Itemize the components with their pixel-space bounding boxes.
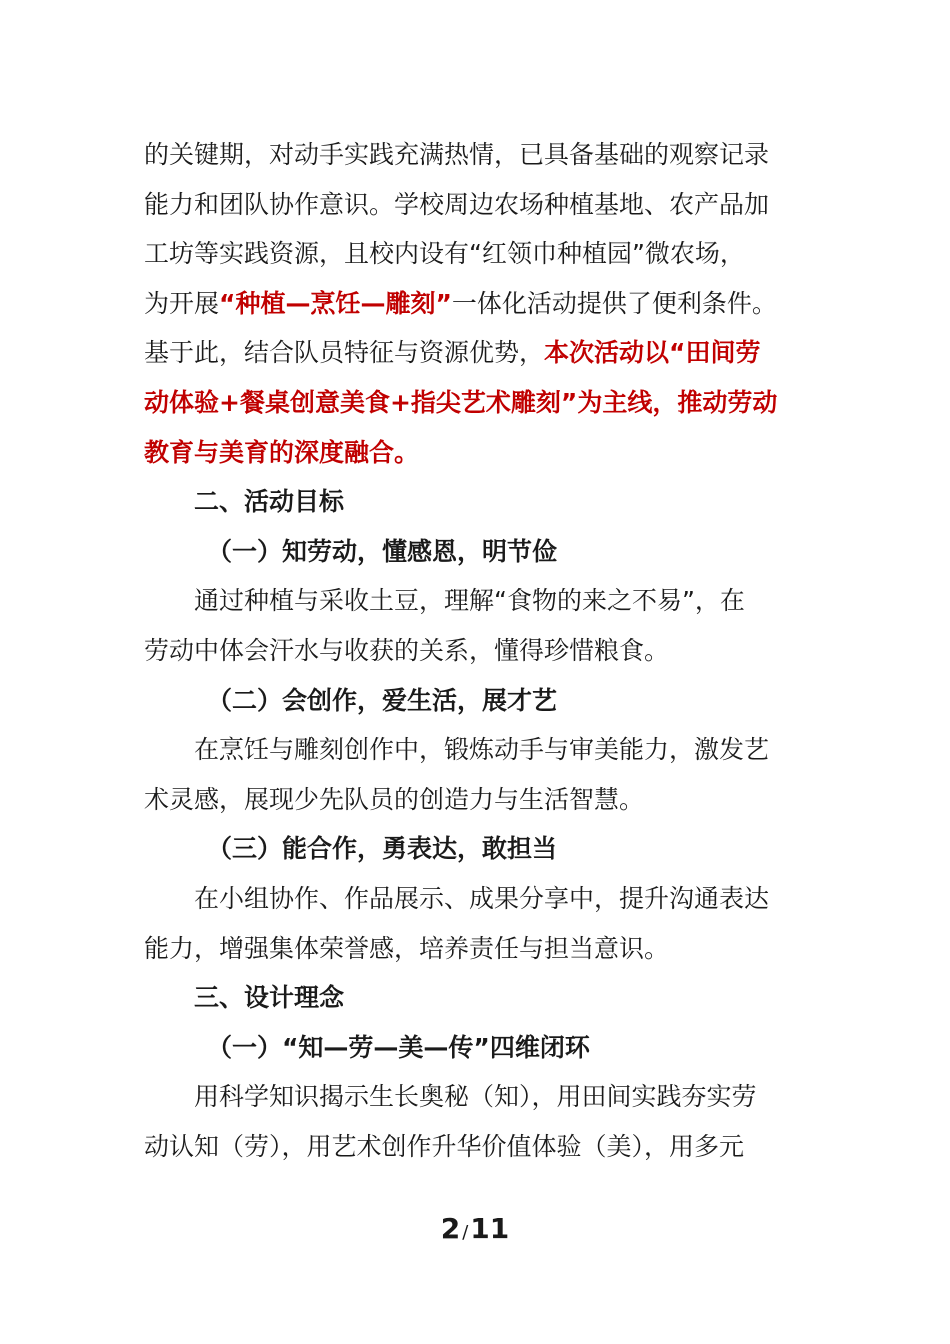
emphasis-text: 教育与美育的深度融合。 <box>144 437 420 467</box>
text-line <box>194 734 874 766</box>
text-run: 劳动中体会汗水与收获的关系，懂得珍惜粮食。 <box>144 636 670 665</box>
text-run: 在小组协作、作品展示、成果分享中，提升沟通表达 <box>194 884 770 913</box>
subsection-heading <box>207 536 887 568</box>
page-separator: / <box>462 1222 469 1243</box>
subsection-heading <box>207 1032 887 1064</box>
text-run: 能力，增强集体荣誉感，培养责任与担当意识。 <box>144 933 670 963</box>
text-run: 工坊等实践资源，且校内设有“红领巾种植园”微农场， <box>144 239 745 269</box>
text-run: 一体化活动提供了便利条件。 <box>451 288 777 318</box>
text-line <box>144 189 824 221</box>
text-run: 在烹饪与雕刻创作中，锻炼动手与审美能力，激发艺 <box>194 735 770 765</box>
page-number <box>0 1212 950 1245</box>
text-run: （一）知劳动，懂感恩，明节俭 <box>207 536 558 566</box>
text-run: （一）“知—劳—美—传”四维闭环 <box>207 1032 590 1062</box>
text-line <box>144 635 824 667</box>
section-heading <box>194 982 874 1014</box>
subsection-heading <box>207 833 887 865</box>
text-run: 动认知（劳），用艺术创作升华价值体验（美），用多元 <box>144 1132 745 1161</box>
emphasis-text: 本次活动以“田间劳 <box>544 338 761 368</box>
text-run: （二）会创作，爱生活，展才艺 <box>207 685 558 715</box>
text-line <box>144 288 824 320</box>
text-run: 能力和团队协作意识。学校周边农场种植基地、农产品加 <box>144 189 770 219</box>
text-line <box>144 933 824 965</box>
text-line <box>144 139 824 171</box>
text-line <box>194 1081 874 1113</box>
text-run: 为开展 <box>144 288 220 318</box>
text-line <box>144 1131 824 1163</box>
text-line <box>144 337 824 369</box>
text-run: 基于此，结合队员特征与资源优势， <box>144 338 545 368</box>
text-run: （三）能合作，勇表达，敢担当 <box>207 834 558 864</box>
text-run: 的关键期，对动手实践充满热情，已具备基础的观察记录 <box>144 140 770 169</box>
text-run: 用科学知识揭示生长奥秘（知），用田间实践夯实劳 <box>194 1082 757 1112</box>
text-run: 通过种植与采收土豆，理解“食物的来之不易”，在 <box>194 586 745 616</box>
text-run: 术灵感，展现少先队员的创造力与生活智慧。 <box>144 784 645 814</box>
page-total: 11 <box>470 1212 510 1245</box>
text-line <box>194 585 874 617</box>
subsection-heading <box>207 685 887 717</box>
emphasis-text: 动体验+餐桌创意美食+指尖艺术雕刻”为主线，推动劳动 <box>144 388 778 417</box>
text-run: 二、活动目标 <box>194 487 345 517</box>
text-line <box>144 437 824 469</box>
emphasis-text: “种植—烹饪—雕刻” <box>219 288 452 318</box>
text-line <box>194 883 874 915</box>
text-run: 三、设计理念 <box>194 983 345 1013</box>
page-current: 2 <box>440 1212 461 1245</box>
text-line <box>144 238 824 270</box>
text-line <box>144 784 824 816</box>
text-line <box>144 387 824 419</box>
section-heading <box>194 486 874 518</box>
